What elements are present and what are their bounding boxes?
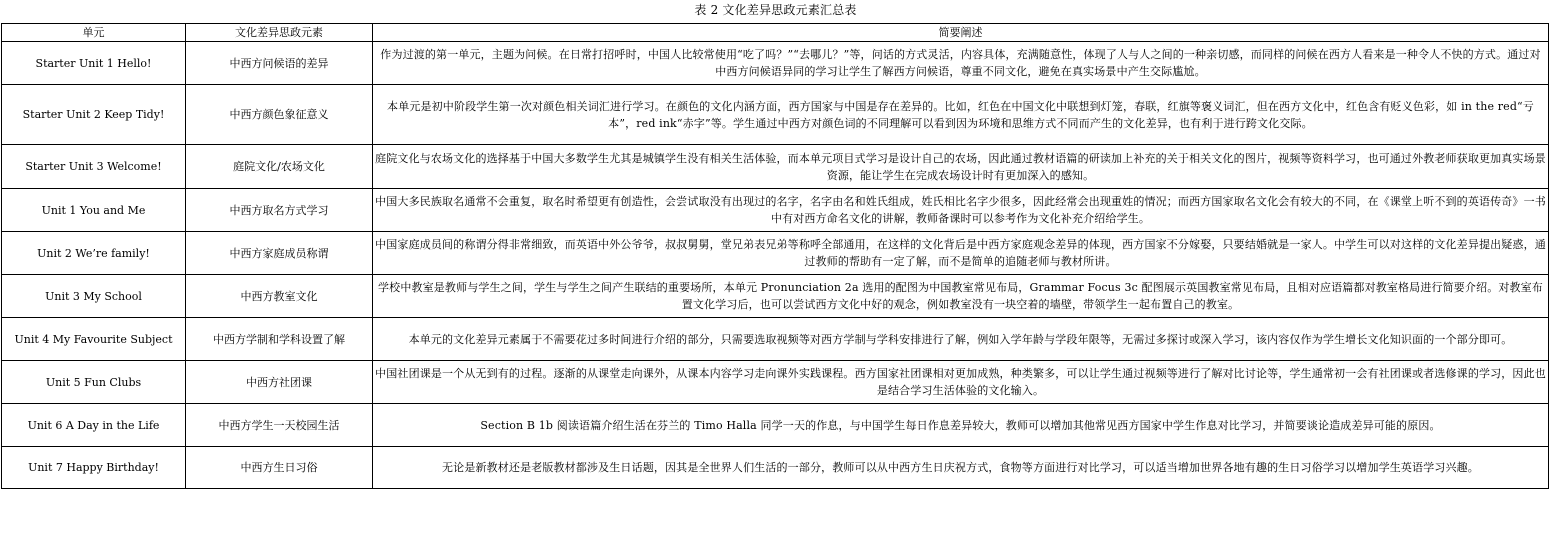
description-cell: 本单元的文化差异元素属于不需要花过多时间进行介绍的部分，只需要选取视频等对西方学制与学科安排进行了解，例如入学年龄与学段年限等，无需过多探讨或深入学习，该内容仅作为学生增长文化知识面的一个部分即可。 [373, 318, 1549, 361]
element-cell: 庭院文化/农场文化 [186, 145, 373, 189]
element-cell: 中西方家庭成员称谓 [186, 232, 373, 275]
unit-cell: Unit 4 My Favourite Subject [2, 318, 186, 361]
header-element: 文化差异思政元素 [186, 24, 373, 42]
table-row [2, 447, 1549, 489]
description-cell: Section B 1b 阅读语篇介绍生活在芬兰的 Timo Halla 同学一天的作息，与中国学生每日作息差异较大，教师可以增加其他常见西方国家中学生作息对比学习，并简要谈论造成差异可能的原因。 [373, 404, 1549, 447]
unit-cell: Starter Unit 3 Welcome! [2, 145, 186, 189]
table-row [2, 232, 1549, 275]
header-unit: 单元 [2, 24, 186, 42]
table-row [2, 85, 1549, 145]
summary-table [1, 23, 1549, 489]
description-cell: 中国家庭成员间的称谓分得非常细致，而英语中外公爷爷，叔叔舅舅，堂兄弟表兄弟等称呼全部通用，在这样的文化背后是中西方家庭观念差异的体现，西方国家不分嫁娶，只要结婚就是一家人。中学生可以对这样的文化差异提出疑惑，通过教师的帮助有一定了解，而不是简单的追随老师与教材所讲。 [373, 232, 1549, 275]
description-cell: 庭院文化与农场文化的选择基于中国大多数学生尤其是城镇学生没有相关生活体验，而本单元项目式学习是设计自己的农场，因此通过教材语篇的研读加上补充的关于相关文化的图片，视频等资料学习，也可通过外教老师获取更加真实场景资源，能让学生在完成农场设计时有更加深入的感知。 [373, 145, 1549, 189]
description-cell: 中国大多民族取名通常不会重复，取名时希望更有创造性，会尝试取没有出现过的名字，名字由名和姓氏组成，姓氏相比名字少很多，因此经常会出现重姓的情况；而西方国家取名文化会有较大的不同，在《课堂上听不到的英语传奇》一书中有对西方命名文化的讲解，教师备课时可以参考作为文化补充介绍给学生。 [373, 189, 1549, 232]
description-cell: 无论是新教材还是老版教材都涉及生日话题，因其是全世界人们生活的一部分，教师可以从中西方生日庆祝方式，食物等方面进行对比学习，可以适当增加世界各地有趣的生日习俗学习以增加学生英语学习兴趣。 [373, 447, 1549, 489]
header-description: 简要阐述 [373, 24, 1549, 42]
table-row [2, 361, 1549, 404]
unit-cell: Unit 5 Fun Clubs [2, 361, 186, 404]
unit-cell: Starter Unit 2 Keep Tidy! [2, 85, 186, 145]
table-row [2, 275, 1549, 318]
table-caption: 表 2 文化差异思政元素汇总表 [694, 3, 857, 17]
table-row [2, 318, 1549, 361]
table-row [2, 189, 1549, 232]
description-cell: 中国社团课是一个从无到有的过程。逐渐的从课堂走向课外，从课本内容学习走向课外实践课程。西方国家社团课相对更加成熟，种类繁多，可以让学生通过视频等进行了解对比讨论等，学生通常初一会有社团课或者选修课的学习，因此也是结合学习生活体验的文化输入。 [373, 361, 1549, 404]
unit-cell: Unit 6 A Day in the Life [2, 404, 186, 447]
description-cell: 本单元是初中阶段学生第一次对颜色相关词汇进行学习。在颜色的文化内涵方面，西方国家与中国是存在差异的。比如，红色在中国文化中联想到灯笼，春联，红旗等褒义词汇，但在西方文化中，红色含有贬义色彩，如 in the red“亏本”，red ink“赤字”等。学生通过中西方对颜色词的不同理解可以看到因为环境和思维方式不同而产生的文化差异，也有利于进行跨文化交际。 [373, 85, 1549, 145]
element-cell: 中西方取名方式学习 [186, 189, 373, 232]
unit-cell: Unit 7 Happy Birthday! [2, 447, 186, 489]
element-cell: 中西方学制和学科设置了解 [186, 318, 373, 361]
header-row [2, 24, 1549, 42]
table-row [2, 42, 1549, 85]
unit-cell: Starter Unit 1 Hello! [2, 42, 186, 85]
unit-cell: Unit 2 We’re family! [2, 232, 186, 275]
description-cell: 作为过渡的第一单元，主题为问候。在日常打招呼时，中国人比较常使用“吃了吗？”“去哪儿？”等，问话的方式灵活，内容具体，充满随意性，体现了人与人之间的一种亲切感，而同样的问候在西方人看来是一种令人不快的方式。通过对中西方问候语异同的学习让学生了解西方问候语，尊重不同文化，避免在真实场景中产生交际尴尬。 [373, 42, 1549, 85]
element-cell: 中西方学生一天校园生活 [186, 404, 373, 447]
element-cell: 中西方生日习俗 [186, 447, 373, 489]
element-cell: 中西方颜色象征意义 [186, 85, 373, 145]
element-cell: 中西方社团课 [186, 361, 373, 404]
element-cell: 中西方教室文化 [186, 275, 373, 318]
unit-cell: Unit 3 My School [2, 275, 186, 318]
unit-cell: Unit 1 You and Me [2, 189, 186, 232]
table-row [2, 145, 1549, 189]
table-row [2, 404, 1549, 447]
element-cell: 中西方问候语的差异 [186, 42, 373, 85]
description-cell: 学校中教室是教师与学生之间，学生与学生之间产生联结的重要场所，本单元 Pronunciation 2a 选用的配图为中国教室常见布局，Grammar Focus 3c 配图展示英国教室常见布局，且相对应语篇都对教室格局进行简要介绍。对教室布置文化学习后，也可以尝试西方文化中好的观念，例如教室没有一块空着的墙壁，带领学生一起布置自己的教室。 [373, 275, 1549, 318]
